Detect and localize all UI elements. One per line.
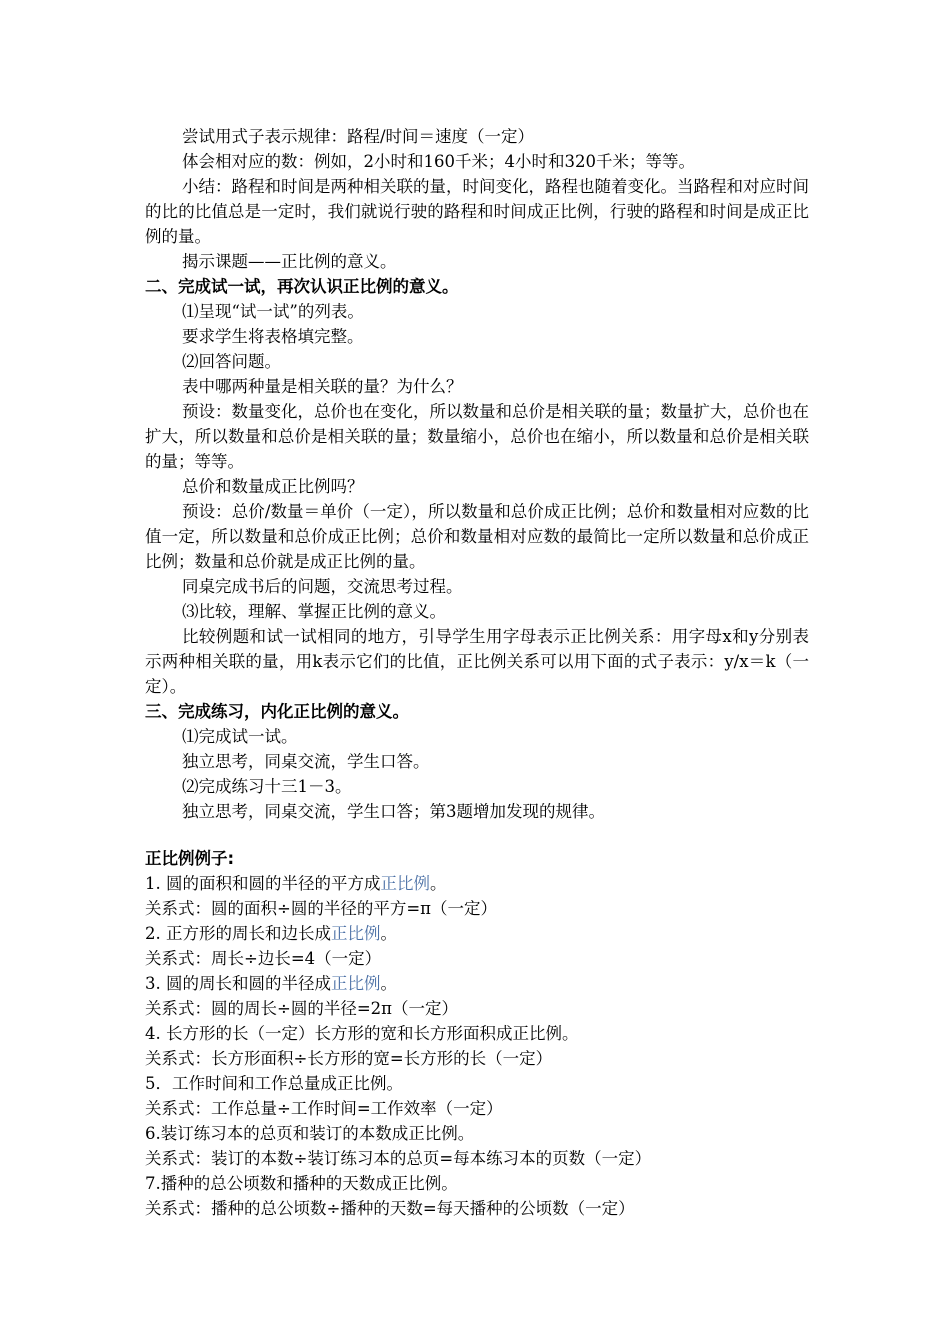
paragraph: 预设：总价/数量＝单价（一定），所以数量和总价成正比例；总价和数量相对应数的比值一定，所以数量和总价成正比例；总价和数量相对应数的最简比一定所以数量和总价成正比例；数量和总价就是成正比例的量。 bbox=[145, 502, 809, 571]
paragraph: 总价和数量成正比例吗？ bbox=[182, 477, 364, 496]
example-item: 5．工作时间和工作总量成正比例。 bbox=[145, 1074, 403, 1093]
section-heading-2: 二、完成试一试，再次认识正比例的意义。 bbox=[145, 277, 459, 296]
relation-line: 关系式：装订的本数÷装订练习本的总页=每本练习本的页数（一定） bbox=[145, 1149, 652, 1168]
paragraph: 尝试用式子表示规律：路程/时间＝速度（一定） bbox=[182, 127, 535, 146]
example-text: 。 bbox=[380, 974, 397, 993]
example-link[interactable]: 正比例 bbox=[380, 874, 430, 893]
example-text: 。 bbox=[430, 874, 447, 893]
example-text: 1. 圆的面积和圆的半径的平方成 bbox=[145, 874, 381, 893]
paragraph: 独立思考，同桌交流，学生口答。 bbox=[182, 752, 430, 771]
example-item bbox=[145, 871, 809, 896]
lesson-body bbox=[145, 124, 809, 824]
summary-paragraph: 小结：路程和时间是两种相关联的量，时间变化，路程也随着变化。当路程和对应时间的比的比值总是一定时，我们就说行驶的路程和时间成正比例，行驶的路程和时间是成正比例的量。 bbox=[145, 177, 809, 246]
relation-line: 关系式：圆的面积÷圆的半径的平方=π（一定） bbox=[145, 899, 497, 918]
relation-line: 关系式：播种的总公顷数÷播种的天数=每天播种的公顷数（一定） bbox=[145, 1199, 635, 1218]
relation-line: 关系式：工作总量÷工作时间=工作效率（一定） bbox=[145, 1099, 503, 1118]
example-item: 4. 长方形的长（一定）长方形的宽和长方形面积成正比例。 bbox=[145, 1024, 579, 1043]
paragraph: 同桌完成书后的问题，交流思考过程。 bbox=[182, 577, 463, 596]
paragraph: ⑵回答问题。 bbox=[182, 352, 281, 371]
example-text: 3. 圆的周长和圆的半径成 bbox=[145, 974, 331, 993]
example-item: 7.播种的总公顷数和播种的天数成正比例。 bbox=[145, 1174, 458, 1193]
paragraph: ⑵完成练习十三1－3。 bbox=[182, 777, 352, 796]
paragraph: 比较例题和试一试相同的地方，引导学生用字母表示正比例关系：用字母x和y分别表示两种相关联的量，用k表示它们的比值，正比例关系可以用下面的式子表示：y/x＝k（一定）。 bbox=[145, 627, 809, 696]
paragraph: 体会相对应的数：例如，2小时和160千米；4小时和320千米；等等。 bbox=[182, 152, 695, 171]
paragraph: 表中哪两种量是相关联的量？为什么？ bbox=[182, 377, 463, 396]
example-text: 2. 正方形的周长和边长成 bbox=[145, 924, 331, 943]
paragraph: 要求学生将表格填完整。 bbox=[182, 327, 364, 346]
example-item bbox=[145, 921, 809, 946]
relation-line: 关系式：长方形面积÷长方形的宽=长方形的长（一定） bbox=[145, 1049, 553, 1068]
examples-title: 正比例例子: bbox=[145, 849, 235, 868]
paragraph: ⑶比较，理解、掌握正比例的意义。 bbox=[182, 602, 446, 621]
example-link[interactable]: 正比例 bbox=[331, 924, 381, 943]
paragraph: 独立思考，同桌交流，学生口答；第3题增加发现的规律。 bbox=[182, 802, 605, 821]
examples-section bbox=[145, 846, 809, 1221]
paragraph: ⑴呈现“试一试”的列表。 bbox=[182, 302, 364, 321]
section-heading-3: 三、完成练习，内化正比例的意义。 bbox=[145, 702, 409, 721]
example-item: 6.装订练习本的总页和装订的本数成正比例。 bbox=[145, 1124, 475, 1143]
example-text: 。 bbox=[380, 924, 397, 943]
paragraph: 揭示课题——正比例的意义。 bbox=[182, 252, 397, 271]
paragraph: ⑴完成试一试。 bbox=[182, 727, 298, 746]
relation-line: 关系式：周长÷边长=4（一定） bbox=[145, 949, 382, 968]
paragraph: 预设：数量变化，总价也在变化，所以数量和总价是相关联的量；数量扩大，总价也在扩大，所以数量和总价是相关联的量；数量缩小，总价也在缩小，所以数量和总价是相关联的量；等等。 bbox=[145, 402, 809, 471]
example-item bbox=[145, 971, 809, 996]
example-link[interactable]: 正比例 bbox=[331, 974, 381, 993]
relation-line: 关系式：圆的周长÷圆的半径=2π（一定） bbox=[145, 999, 458, 1018]
